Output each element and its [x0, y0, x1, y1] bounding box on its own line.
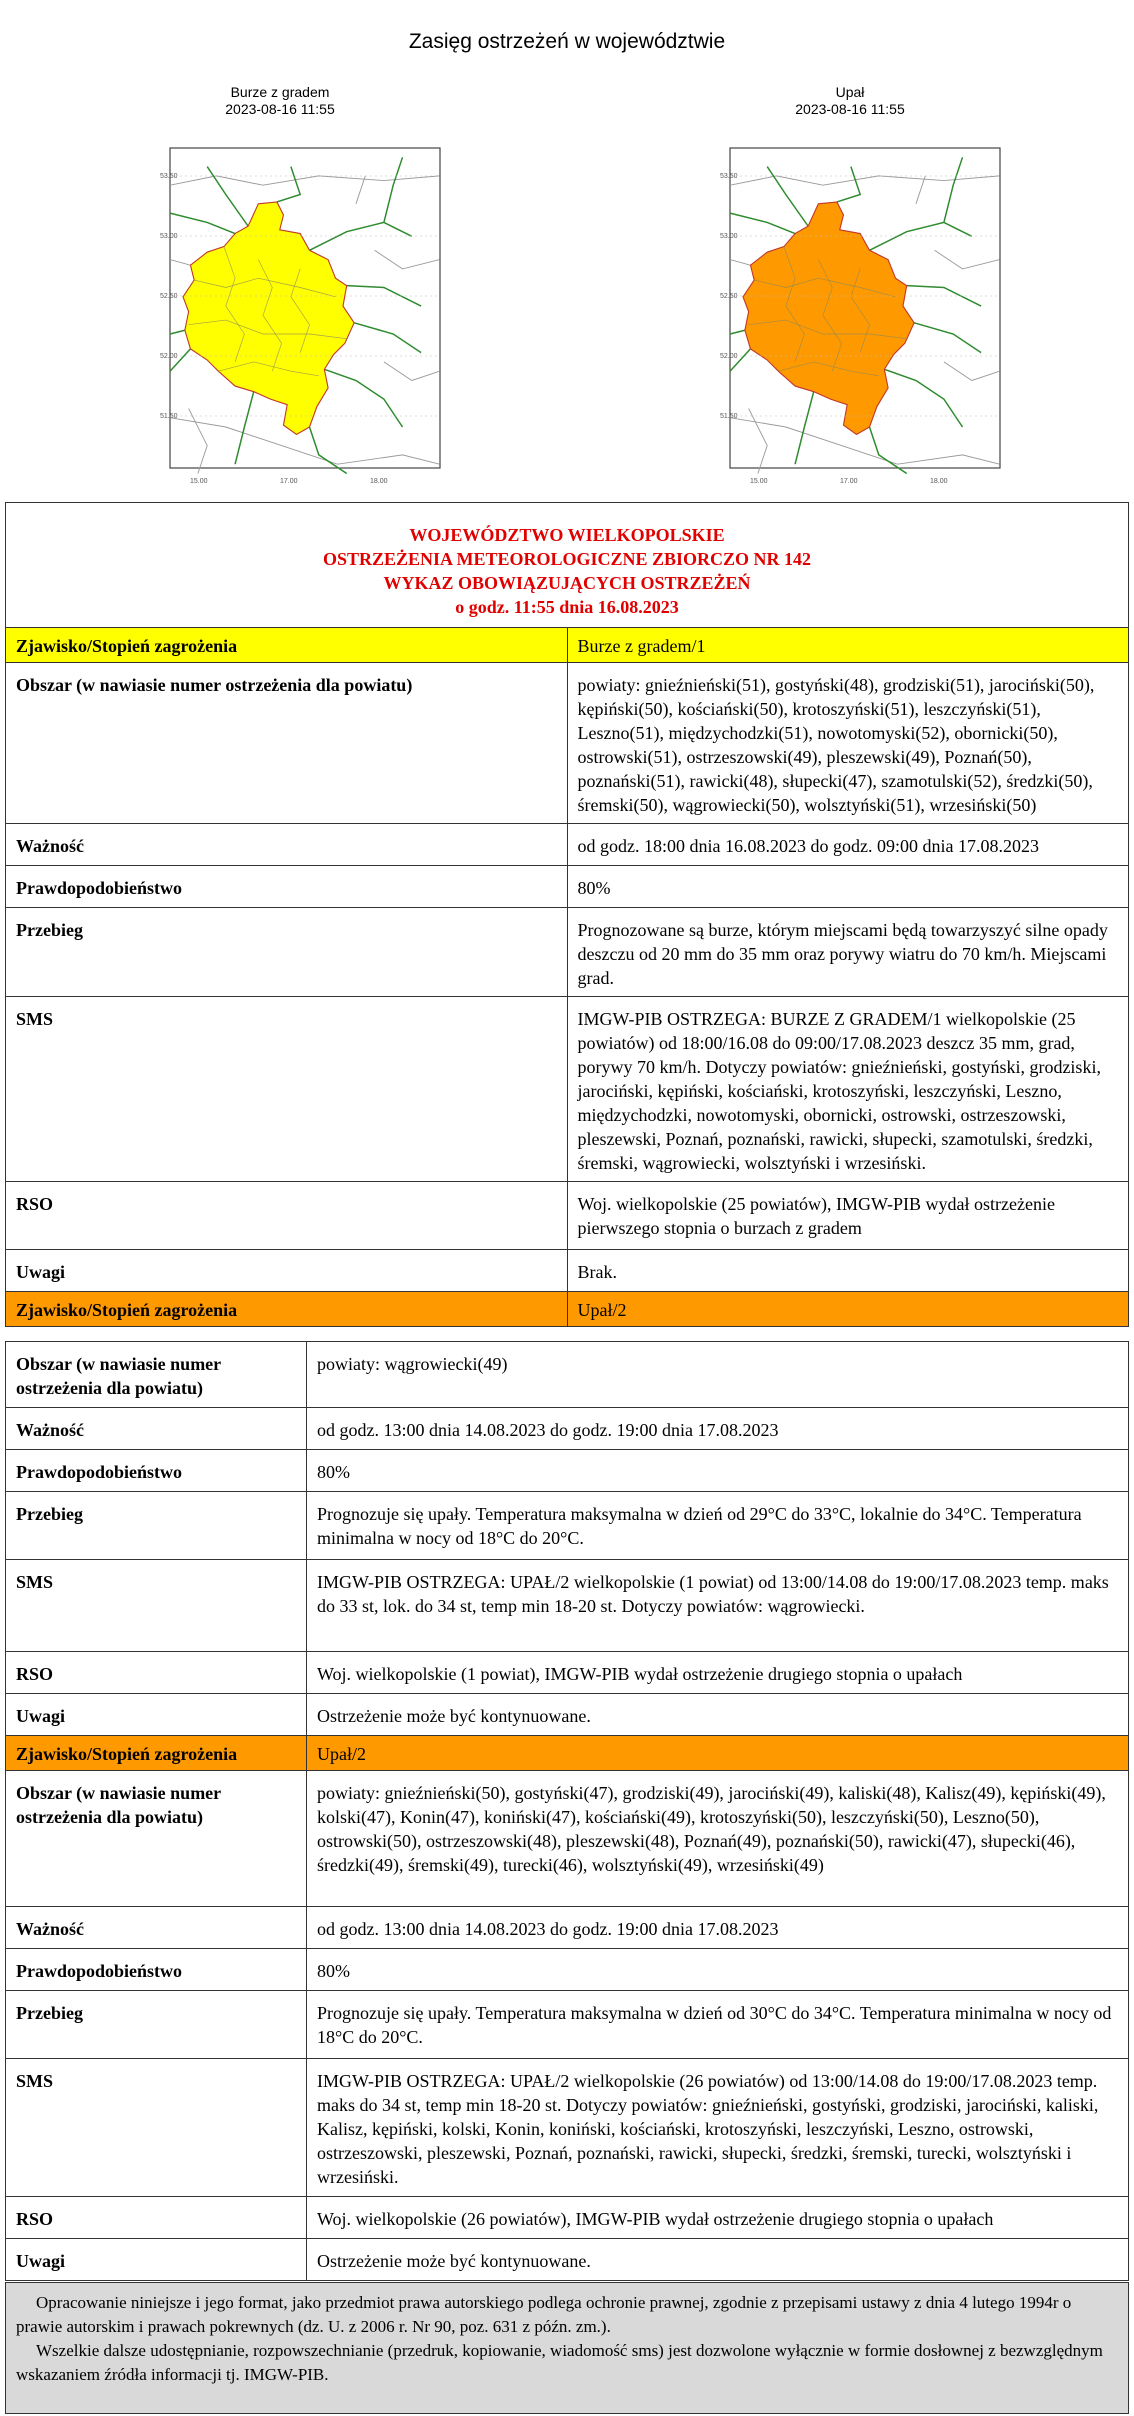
copyright-footer — [5, 2282, 1129, 2414]
page-title: Zasięg ostrzeżeń w województwie — [408, 30, 726, 53]
label-uwagi: Uwagi — [6, 1250, 568, 1292]
row-rso — [6, 2197, 1129, 2239]
row-obszar — [6, 1342, 1129, 1408]
label-obszar: Obszar (w nawiasie numer ostrzeżenia dla powiatu) — [6, 1342, 307, 1408]
header-line: WYKAZ OBOWIĄZUJĄCYCH OSTRZEŻEŃ — [383, 573, 751, 593]
row-waznosc — [6, 824, 1129, 866]
label-waznosc: Ważność — [6, 824, 568, 866]
row-przebieg — [6, 908, 1129, 997]
map-axis-tick: 53.50 — [720, 173, 738, 180]
label-obszar: Obszar (w nawiasie numer ostrzeżenia dla powiatu) — [6, 1771, 307, 1907]
row-zjawisko — [6, 1736, 1129, 1771]
label-prawdopodobienstwo: Prawdopodobieństwo — [6, 866, 568, 908]
value-waznosc: od godz. 18:00 dnia 16.08.2023 do godz. 09:00 dnia 17.08.2023 — [567, 824, 1129, 866]
map-axis-tick: 18.00 — [930, 478, 948, 485]
label-waznosc: Ważność — [6, 1408, 307, 1450]
value-przebieg: Prognozowane są burze, którym miejscami będą towarzyszyć silne opady deszczu od 20 mm do 35 mm oraz porywy wiatru do 70 km/h. Miejscami grad. — [567, 908, 1129, 997]
value-obszar: powiaty: gnieźnieński(51), gostyński(48), grodziski(51), jarociński(50), kępiński(50), kościański(50), krotoszyński(51), leszczyński(51), Leszno(51), międzychodzki(51), nowotomyski(52), obornicki(50), ostrowski(51), ostrzeszowski(49), pleszewski(49), Poznań(50), poznański(51), rawicki(48), słupecki(47), szamotulski(52), średzki(50), śremski(50), wągrowiecki(50), wolsztyński(51), wrzesiński(50) — [567, 663, 1129, 824]
map-date: 2023-08-16 11:55 — [795, 101, 905, 117]
row-obszar — [6, 663, 1129, 824]
label-zjawisko: Zjawisko/Stopień zagrożenia — [6, 628, 568, 663]
row-zjawisko — [6, 628, 1129, 663]
label-rso: RSO — [6, 1182, 568, 1250]
label-przebieg: Przebieg — [6, 908, 568, 997]
map-label: Upał — [835, 84, 865, 100]
value-sms: IMGW-PIB OSTRZEGA: UPAŁ/2 wielkopolskie (26 powiatów) od 13:00/14.08 do 19:00/17.08.2023 temp. maks do 34 st, temp min 18-20 st. Dotyczy powiatów: gnieźnieński, gostyński, grodziski, jarociński, kaliski, Kalisz, kępiński, kolski, Konin, koniński, kościański, krotoszyński, leszczyński, Leszno, ostrowski, ostrzeszowski, pleszewski, Poznań, poznański, rawicki, słupecki, średzki, śremski, turecki, wolsztyński i wrzesiński. — [307, 2059, 1129, 2197]
value-przebieg: Prognozuje się upały. Temperatura maksymalna w dzień od 29°C do 33°C, lokalnie do 34°C. Temperatura minimalna w nocy od 18°C do 20°C. — [307, 1492, 1129, 1560]
value-zjawisko: Upał/2 — [567, 1292, 1129, 1327]
warnings-table-2 — [5, 1341, 1129, 2281]
map-heat — [720, 138, 1010, 500]
map-axis-tick: 51.50 — [720, 413, 738, 420]
map-axis-tick: 15.00 — [190, 478, 208, 485]
header-line: o godz. 11:55 dnia 16.08.2023 — [455, 597, 679, 617]
value-waznosc: od godz. 13:00 dnia 14.08.2023 do godz. 19:00 dnia 17.08.2023 — [307, 1408, 1129, 1450]
map-axis-tick: 52.50 — [720, 293, 738, 300]
map-caption-storm — [120, 84, 440, 118]
row-sms — [6, 997, 1129, 1182]
value-zjawisko: Burze z gradem/1 — [567, 628, 1129, 663]
value-waznosc: od godz. 13:00 dnia 14.08.2023 do godz. 19:00 dnia 17.08.2023 — [307, 1907, 1129, 1949]
row-uwagi — [6, 1694, 1129, 1736]
value-rso: Woj. wielkopolskie (25 powiatów), IMGW-PIB wydał ostrzeżenie pierwszego stopnia o burzach z gradem — [567, 1182, 1129, 1250]
label-rso: RSO — [6, 1652, 307, 1694]
map-caption-heat — [690, 84, 1010, 118]
map-axis-tick: 51.50 — [160, 413, 178, 420]
label-przebieg: Przebieg — [6, 1492, 307, 1560]
row-prawdopodobienstwo — [6, 1949, 1129, 1991]
header-line: OSTRZEŻENIA METEOROLOGICZNE ZBIORCZO NR 142 — [322, 549, 812, 569]
map-axis-tick: 17.00 — [280, 478, 298, 485]
label-zjawisko: Zjawisko/Stopień zagrożenia — [6, 1736, 307, 1771]
row-zjawisko — [6, 1292, 1129, 1327]
row-przebieg — [6, 1492, 1129, 1560]
label-rso: RSO — [6, 2197, 307, 2239]
value-uwagi: Ostrzeżenie może być kontynuowane. — [307, 1694, 1129, 1736]
label-sms: SMS — [6, 2059, 307, 2197]
footer-paragraph: Wszelkie dalsze udostępnianie, rozpowszechnianie (przedruk, kopiowanie, wiadomość sms) jest dozwolone wyłącznie w formie dosłownej z bezwzględnym wskazaniem źródła informacji tj. IMGW-PIB. — [16, 2341, 1103, 2384]
label-uwagi: Uwagi — [6, 2239, 307, 2281]
row-waznosc — [6, 1907, 1129, 1949]
value-prawdopodobienstwo: 80% — [307, 1450, 1129, 1492]
value-obszar: powiaty: gnieźnieński(50), gostyński(47), grodziski(49), jarociński(49), kaliski(48), Kalisz(49), kępiński(49), kolski(47), Konin(47), koniński(47), kościański(49), krotoszyński(50), leszczyński(50), Leszno(50), ostrowski(50), ostrzeszowski(48), pleszewski(48), Poznań(49), poznański(50), rawicki(47), słupecki(46), średzki(49), śremski(49), turecki(46), wolsztyński(49), wrzesiński(49) — [307, 1771, 1129, 1907]
value-uwagi: Brak. — [567, 1250, 1129, 1292]
map-axis-tick: 52.00 — [160, 353, 178, 360]
map-axis-tick: 52.00 — [720, 353, 738, 360]
row-prawdopodobienstwo — [6, 866, 1129, 908]
row-sms — [6, 1560, 1129, 1652]
warnings-document — [5, 502, 1129, 2281]
map-axis-tick: 15.00 — [750, 478, 768, 485]
row-uwagi — [6, 1250, 1129, 1292]
value-obszar: powiaty: wągrowiecki(49) — [307, 1342, 1129, 1408]
row-obszar — [6, 1771, 1129, 1907]
row-rso — [6, 1182, 1129, 1250]
value-przebieg: Prognozuje się upały. Temperatura maksymalna w dzień od 30°C do 34°C. Temperatura minimalna w nocy od 18°C do 20°C. — [307, 1991, 1129, 2059]
header-line: WOJEWÓDZTWO WIELKOPOLSKIE — [409, 525, 725, 545]
value-prawdopodobienstwo: 80% — [307, 1949, 1129, 1991]
document-header — [6, 503, 1129, 628]
map-axis-tick: 17.00 — [840, 478, 858, 485]
map-axis-tick: 52.50 — [160, 293, 178, 300]
value-sms: IMGW-PIB OSTRZEGA: UPAŁ/2 wielkopolskie (1 powiat) od 13:00/14.08 do 19:00/17.08.2023 temp. maks do 33 st, lok. do 34 st, temp min 18-20 st. Dotyczy powiatów: wągrowiecki. — [307, 1560, 1129, 1652]
value-sms: IMGW-PIB OSTRZEGA: BURZE Z GRADEM/1 wielkopolskie (25 powiatów) od 18:00/16.08 do 09:00/17.08.2023 deszcz 35 mm, grad, porywy 70 km/h. Dotyczy powiatów: gnieźnieński, gostyński, grodziski, jarociński, kępiński, kościański, krotoszyński, leszczyński, Leszno, międzychodzki, nowotomyski, obornicki, ostrowski, ostrzeszowski, pleszewski, Poznań, poznański, rawicki, słupecki, szamotulski, średzki, śremski, wągrowiecki, wolsztyński i wrzesiński. — [567, 997, 1129, 1182]
footer-paragraph: Opracowanie niniejsze i jego format, jako przedmiot prawa autorskiego podlega ochronie prawnej, zgodnie z przepisami ustawy z dnia 4 lutego 1994r o prawie autorskim i prawach pokrewnych (dz. U. z 2006 r. Nr 90, poz. 631 z późn. zm.). — [16, 2293, 1072, 2336]
label-przebieg: Przebieg — [6, 1991, 307, 2059]
map-axis-tick: 53.50 — [160, 173, 178, 180]
value-rso: Woj. wielkopolskie (26 powiatów), IMGW-PIB wydał ostrzeżenie drugiego stopnia o upałach — [307, 2197, 1129, 2239]
value-prawdopodobienstwo: 80% — [567, 866, 1129, 908]
value-rso: Woj. wielkopolskie (1 powiat), IMGW-PIB wydał ostrzeżenie drugiego stopnia o upałach — [307, 1652, 1129, 1694]
row-sms — [6, 2059, 1129, 2197]
label-prawdopodobienstwo: Prawdopodobieństwo — [6, 1450, 307, 1492]
label-sms: SMS — [6, 1560, 307, 1652]
warnings-table-1 — [5, 502, 1129, 1327]
map-axis-tick: 18.00 — [370, 478, 388, 485]
row-waznosc — [6, 1408, 1129, 1450]
label-obszar: Obszar (w nawiasie numer ostrzeżenia dla powiatu) — [6, 663, 568, 824]
label-zjawisko: Zjawisko/Stopień zagrożenia — [6, 1292, 568, 1327]
row-prawdopodobienstwo — [6, 1450, 1129, 1492]
label-waznosc: Ważność — [6, 1907, 307, 1949]
map-axis-tick: 53.00 — [720, 233, 738, 240]
value-zjawisko: Upał/2 — [307, 1736, 1129, 1771]
map-date: 2023-08-16 11:55 — [225, 101, 335, 117]
row-uwagi — [6, 2239, 1129, 2281]
value-uwagi: Ostrzeżenie może być kontynuowane. — [307, 2239, 1129, 2281]
map-axis-tick: 53.00 — [160, 233, 178, 240]
label-uwagi: Uwagi — [6, 1694, 307, 1736]
map-label: Burze z gradem — [230, 84, 330, 100]
label-sms: SMS — [6, 997, 568, 1182]
label-prawdopodobienstwo: Prawdopodobieństwo — [6, 1949, 307, 1991]
map-storm — [160, 138, 450, 500]
row-rso — [6, 1652, 1129, 1694]
row-przebieg — [6, 1991, 1129, 2059]
